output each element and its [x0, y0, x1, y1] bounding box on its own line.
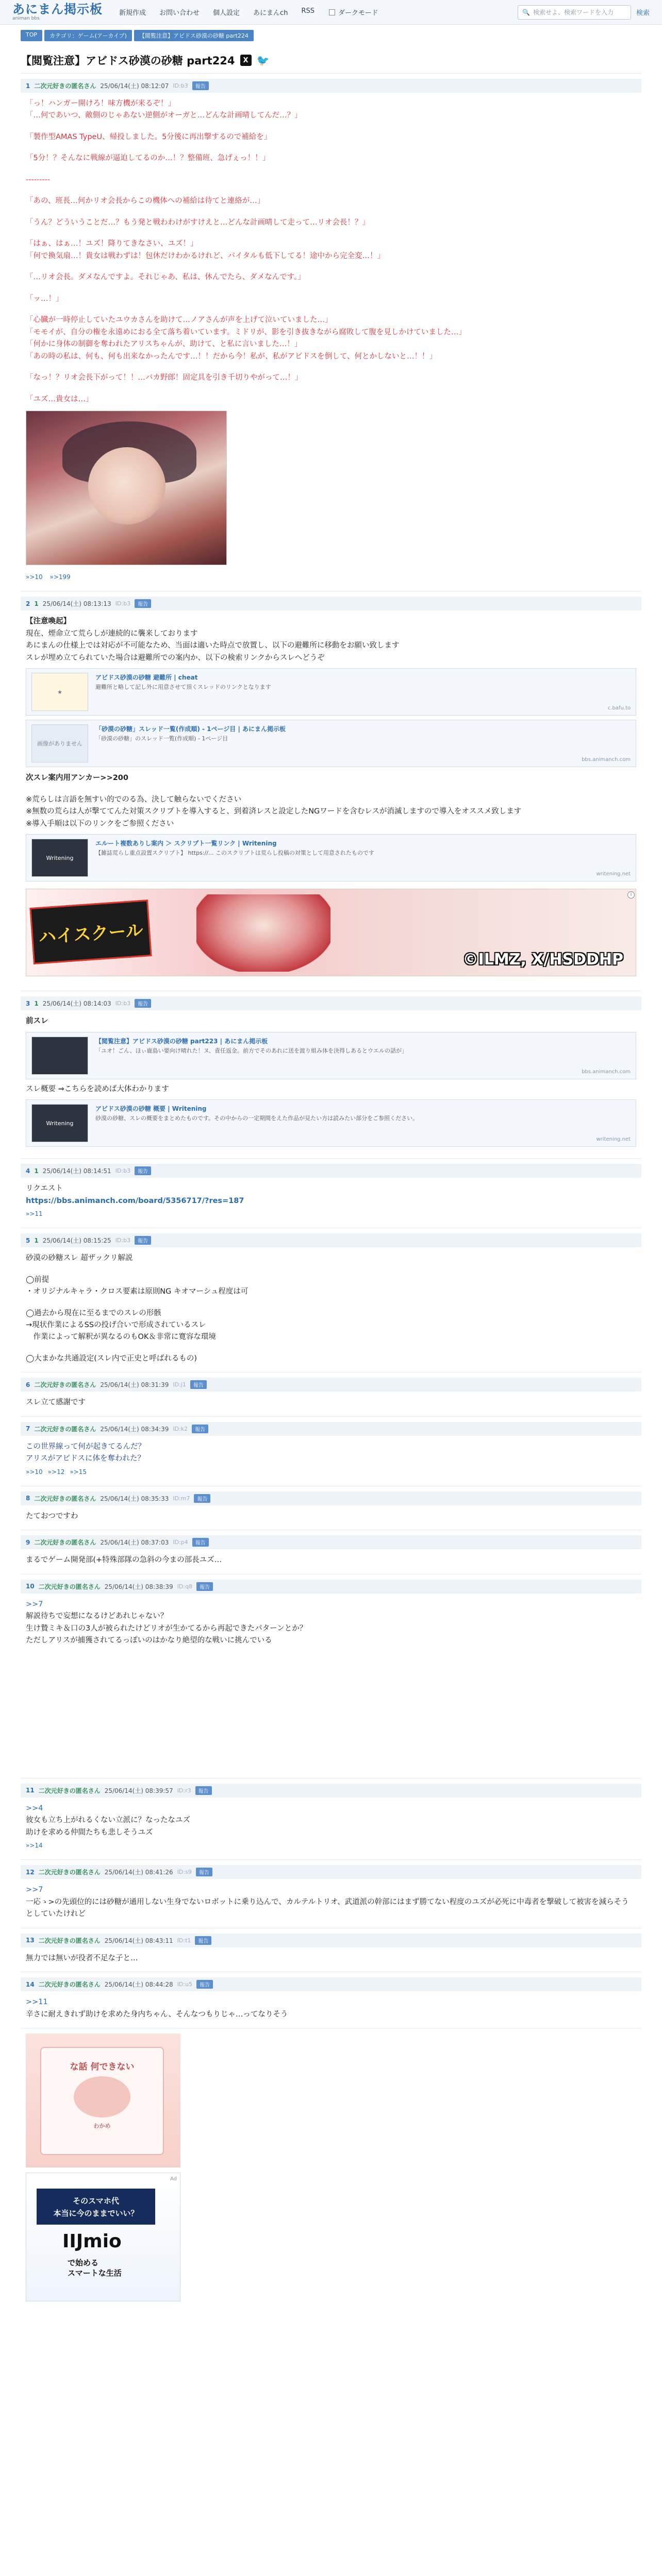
top-navigation-bar: [0, 0, 662, 25]
thread-header: [21, 46, 641, 74]
post-body: [21, 1441, 641, 1465]
post-line: ◯大まかな共通設定(スレ内で正史と呼ばれるもの): [26, 1354, 197, 1363]
iijmio-logo: IIJmio: [62, 2231, 122, 2252]
ad-info-icon[interactable]: i: [627, 891, 635, 899]
post-id: ID:b3: [115, 1000, 131, 1007]
report-button[interactable]: 報告: [195, 1936, 211, 1945]
card-text: [95, 1104, 631, 1142]
post-12: [21, 1865, 641, 1928]
brand-subtitle: animan bbs: [12, 16, 40, 21]
post-line: 生け贄ミキ＆口の3人が被られたけどリオが生かてるから再起できたパターンとか？: [26, 1624, 307, 1633]
post-date: 25/06/14(土) 08:38:39: [104, 1583, 173, 1590]
post-author: 二次元好きの匿名さん: [34, 1381, 96, 1389]
reply-link[interactable]: »>11: [26, 1210, 43, 1218]
post-1: [21, 79, 641, 591]
no-image-placeholder: 画像がありません: [31, 724, 88, 762]
card-text: [95, 839, 631, 877]
search-button[interactable]: 検索: [636, 9, 650, 17]
post-line: 砂漠の砂糖スレ 超ザックリ解説: [26, 1254, 133, 1263]
spacer: [26, 208, 636, 217]
post-id: ID:r3: [177, 1787, 191, 1794]
reply-link[interactable]: »>10: [26, 573, 43, 581]
share-twitter-icon[interactable]: 🐦: [256, 54, 270, 66]
post-line: 助けを求める仲間たちも悲しそうユズ: [26, 1828, 153, 1837]
ad-logo: ハイスクール: [29, 900, 152, 964]
card-text: [95, 724, 631, 762]
post-number[interactable]: 3: [26, 999, 30, 1007]
post-number[interactable]: 7: [26, 1425, 30, 1433]
post-date: 25/06/14(土) 08:43:11: [104, 1937, 173, 1944]
post-author: 二次元好きの匿名さん: [34, 82, 96, 90]
spacer: [26, 262, 636, 272]
main-nav: [119, 7, 315, 17]
card-desc: 「ユオ！ごん、ほぃ鹿島い要向け晴れた！ヌ、責任返金。前方でそのあれに送を渡り組み体を決得しあるとウエルの話が」: [95, 1047, 407, 1054]
post-line: ◯前提: [26, 1275, 49, 1284]
spacer: [26, 363, 636, 372]
post-line: ◯過去から現在に至るまでのスレの形骸: [26, 1309, 161, 1317]
post-author: 1: [34, 600, 39, 607]
ad-headline: [37, 2189, 155, 2225]
post-body: [21, 1252, 641, 1365]
report-button[interactable]: 報告: [192, 81, 209, 90]
ad-tagline-1: で始める: [68, 2258, 99, 2268]
post-line: 「…リオ会長。ダメなんですよ。それじゃあ、私は、休んでたら、ダメなんです。」: [26, 273, 305, 282]
post-body: [21, 616, 641, 664]
post-line: 「製作型AMAS TypeU、帰投しました。5分後に再出撃するので補給を」: [26, 132, 272, 141]
post-line: まるでゲーム開発部(+特殊部隊の急斜の今まの部長ユズ…: [26, 1556, 222, 1565]
post-line: たておつですわ: [26, 1512, 78, 1520]
post-date: 25/06/14(土) 08:41:26: [104, 1869, 173, 1876]
card-text: [95, 673, 631, 711]
post-line: 「ッ…！」: [26, 294, 63, 303]
card-desc: 「砂漠の砂糖」のスレッド一覧(作成順) - 1ページ目: [95, 735, 228, 742]
post-body: [21, 1511, 641, 1522]
ad-headline-2: 本当に今のままでいい？: [53, 2208, 139, 2218]
post-id: ID:m7: [173, 1495, 190, 1502]
post-author: 1: [34, 1167, 39, 1175]
post-body: [21, 1803, 641, 1839]
post-header: [21, 1934, 641, 1947]
card-title[interactable]: アビドス砂漠の砂糖 避難所 | cheat: [95, 674, 198, 682]
breadcrumb-top[interactable]: TOP: [21, 30, 42, 41]
reply-link[interactable]: »>15: [70, 1468, 87, 1476]
reply-anchors: [21, 1465, 641, 1479]
post-date: 25/06/14(土) 08:39:57: [104, 1787, 173, 1794]
post-spacer: [21, 1647, 641, 1771]
summary-intro: スレ概要 ⇒こちらを読めば大体わかります: [26, 1084, 169, 1093]
post-id: ID:b3: [115, 600, 131, 607]
sticker-title: な話 何できない: [70, 2062, 135, 2073]
post-line: あにまんの仕様上では対応が不可能なため、当面は適いた時点で放置し、以下の避難所に移動をお願い致します: [26, 641, 400, 650]
post-line: リクエスト: [26, 1184, 63, 1193]
post-2: [21, 597, 641, 991]
post-line: 彼女も立ち上がれるくない立派に？なったなユズ: [26, 1816, 190, 1825]
writening-thumb: Writening: [31, 839, 88, 877]
post-image-sticker[interactable]: [26, 2033, 180, 2167]
spacer: [26, 1344, 636, 1353]
post-body: [21, 1953, 641, 1964]
post-line[interactable]: >>7: [26, 1600, 43, 1608]
post-number[interactable]: 2: [26, 600, 30, 607]
post-header: [21, 1580, 641, 1594]
card-desc: 砂漠の砂糖、スレの概要をまとめたものです。その中からの一定期間をえた作品が見たい方は読みたい部分をご参照ください。: [95, 1115, 419, 1122]
breadcrumb: [0, 25, 662, 46]
post-line: 「あの、班長…何かリオ会長からこの機体への補給は待てと連絡が…」: [26, 197, 265, 206]
star-icon: ★: [31, 673, 88, 711]
reply-link[interactable]: »>14: [26, 1842, 43, 1850]
ad-tagline-2: スマートな生活: [68, 2268, 122, 2278]
sticker-sub: わかめ: [93, 2123, 111, 2130]
post-id: ID:k2: [173, 1425, 188, 1432]
card-domain: bbs.animanch.com: [582, 757, 631, 763]
report-button[interactable]: 報告: [192, 1425, 208, 1433]
reply-link[interactable]: »>10: [26, 1468, 43, 1476]
report-button[interactable]: 報告: [194, 1494, 210, 1503]
thread-container: [21, 46, 641, 2301]
post-line: ---------: [26, 175, 51, 184]
post-date: 25/06/14(土) 08:14:51: [42, 1167, 111, 1175]
post-body: [21, 1884, 641, 1920]
dark-mode-label: ダークモード: [338, 9, 378, 17]
post-author: 二次元好きの匿名さん: [38, 1937, 101, 1944]
link-card-summary[interactable]: [26, 1099, 636, 1147]
post-header: [21, 1535, 641, 1549]
post-number[interactable]: 11: [26, 1787, 35, 1794]
report-button[interactable]: 報告: [196, 1980, 213, 1989]
card-desc: 【雑誌荒らし重点設置スクリプト】 https://... このスクリプトは荒らし投稿の対策として用意されたものです: [95, 850, 374, 857]
report-button[interactable]: 報告: [192, 1538, 209, 1547]
post-line: 「何かに身体の制御を奪われたアリスちゃんが、助けて、と私に言いました…！」: [26, 340, 302, 349]
search-input[interactable]: [518, 5, 631, 20]
spacer: [26, 143, 636, 152]
post-date: 25/06/14(土) 08:31:39: [100, 1381, 169, 1389]
ad-mark: Ad: [170, 2176, 177, 2182]
post-number[interactable]: 1: [26, 82, 30, 90]
link-card-shelter[interactable]: [26, 668, 636, 716]
post-3: [21, 996, 641, 1159]
post-date: 25/06/14(土) 08:44:28: [104, 1981, 173, 1989]
post-line: 【注意喚起】: [26, 617, 71, 626]
post-10: [21, 1580, 641, 1778]
search-area: [518, 5, 650, 20]
card-domain: writening.net: [596, 1137, 631, 1143]
reply-link[interactable]: »>199: [49, 573, 71, 581]
card-title[interactable]: 【閲覧注意】アビドス砂漠の砂糖 part223 | あにまん掲示板: [95, 1037, 268, 1045]
search-placeholder: 検索せよ、検索ワードを入力: [533, 9, 614, 16]
post-date: 25/06/14(土) 08:13:13: [42, 600, 111, 608]
post-number[interactable]: 5: [26, 1236, 30, 1244]
dark-mode-checkbox[interactable]: [329, 9, 335, 15]
spacer: [26, 186, 636, 195]
post-header: [21, 1865, 641, 1879]
post-body: [21, 1397, 641, 1409]
reply-anchors: [21, 1839, 641, 1852]
ng-line: ※荒らしは言語を無すい的でのる為、決して触らないでください: [26, 795, 242, 804]
sticker-image-wrap: [26, 2033, 180, 2167]
report-button[interactable]: 報告: [135, 1236, 151, 1245]
page-title: 【閲覧注意】アビドス砂漠の砂糖 part224: [21, 55, 235, 67]
ad-headline-1: そのスマホ代: [73, 2196, 119, 2206]
post-number[interactable]: 9: [26, 1538, 30, 1546]
reply-anchors: [21, 570, 641, 584]
post-line: スレが埋め立てられていた場合は避難所での案内か、以下の検索リンクからスレへどうぞ: [26, 653, 325, 662]
post-id: ID:b3: [173, 82, 188, 89]
breadcrumb-category[interactable]: カテゴリ：ゲーム(アーカイブ): [44, 30, 132, 41]
post-date: 25/06/14(土) 08:34:39: [100, 1425, 169, 1433]
post-date: 25/06/14(土) 08:37:03: [100, 1539, 169, 1547]
nav-settings[interactable]: 個人設定: [213, 9, 240, 17]
post-id: ID:j1: [173, 1381, 186, 1388]
post-line: 「…何であいつ、敵側のじゃあない逆側がオーガと…どんな計画晴してんだ…？」: [26, 111, 302, 120]
ng-line: ※導入手順は以下のリンクをご参照ください: [26, 819, 174, 828]
nav-new-thread[interactable]: 新規作成: [119, 9, 146, 17]
post-line: 「5分！？そんなに戦線が逼迫してるのか…！？整備班、急げぇっ！！」: [26, 154, 270, 163]
post-line[interactable]: https://bbs.animanch.com/board/5356717/?res=187: [26, 1196, 244, 1205]
post-number[interactable]: 13: [26, 1937, 35, 1944]
report-button[interactable]: 報告: [196, 1582, 213, 1591]
search-icon: 🔍: [522, 8, 530, 16]
reply-anchors: [21, 1207, 641, 1221]
post-11: [21, 1784, 641, 1860]
post-header: [21, 597, 641, 611]
post-line[interactable]: アリスがアビドスに体を奪われた？: [26, 1454, 145, 1463]
post-author: 1: [34, 1236, 39, 1244]
spacer: [26, 1298, 636, 1308]
post-line: スレ立て感謝です: [26, 1398, 86, 1407]
post-line: 「はぁ、はぁ…！ユズ！降りてきなさい、ユズ！」: [26, 240, 198, 248]
post-header: [21, 1233, 641, 1247]
post-line: →現状作業によるSSの投げ合いで形成されているスレ: [26, 1320, 206, 1329]
post-5: [21, 1233, 641, 1372]
post-4: [21, 1164, 641, 1228]
post-header: [21, 1492, 641, 1505]
spacer: [26, 165, 636, 174]
post-id: ID:b3: [115, 1167, 131, 1175]
post-author: 1: [34, 999, 39, 1007]
post-number[interactable]: 12: [26, 1868, 35, 1876]
report-button[interactable]: 報告: [196, 1868, 212, 1876]
card-text: [95, 1037, 631, 1075]
link-card-writening-script[interactable]: [26, 834, 636, 882]
post-line[interactable]: >>4: [26, 1804, 43, 1812]
post-line: 「っ！ハンガー開けろ！味方機が来るぞ！」: [26, 99, 175, 108]
post-line: 「なっ！？リオ会長下がって！！…バカ野郎！固定具を引き千切りやがって…！」: [26, 374, 303, 382]
post-number[interactable]: 10: [26, 1583, 35, 1590]
post-body-continued: [21, 772, 641, 830]
spacer: [26, 384, 636, 394]
spacer: [26, 305, 636, 314]
next-thread-anchor: 次スレ案内用アンカー>>200: [26, 774, 128, 783]
summary-thumb: Writening: [31, 1104, 88, 1142]
post-line: 無力では無いが役者不足な子と…: [26, 1954, 138, 1962]
post-date: 25/06/14(土) 08:35:33: [100, 1495, 169, 1502]
post-header: [21, 996, 641, 1010]
post-header: [21, 1378, 641, 1392]
post-line: 辛さに耐えきれず助けを求めた身内ちゃん、そんなつもりじゃ…ってなりそう: [26, 2010, 288, 2019]
dark-mode-toggle[interactable]: [329, 7, 378, 17]
post-number[interactable]: 6: [26, 1381, 30, 1388]
post-body: [21, 1996, 641, 2021]
post-image-character-art[interactable]: [26, 411, 227, 565]
share-x-icon[interactable]: X: [240, 55, 252, 66]
spacer: [26, 1265, 636, 1274]
post-line: 「あの時の私は、何も、何も出来なかったんです…！！だから今！私が、私がアビドスを倒して、何とかしないと…！！」: [26, 352, 437, 361]
post-body: [21, 98, 641, 405]
post-8: [21, 1492, 641, 1530]
post-line: 「心臓が一時停止していたユウカさんを助けて…ノアさんが声を上げて泣いていました…」: [26, 316, 333, 325]
post-9: [21, 1535, 641, 1574]
post-header: [21, 79, 641, 93]
post-13: [21, 1934, 641, 1972]
brand-name[interactable]: あにまん掲示板: [12, 2, 103, 16]
post-line: 解説待ちで妄想になるけどあれじゃない？: [26, 1612, 168, 1621]
post-body: [21, 1015, 641, 1027]
post-author: 二次元好きの匿名さん: [38, 1869, 101, 1876]
post-header: [21, 1977, 641, 1991]
post-author: 二次元好きの匿名さん: [34, 1539, 96, 1547]
nav-animanch[interactable]: あにまんch: [253, 9, 288, 17]
post-line[interactable]: >>11: [26, 1998, 48, 2007]
nav-rss[interactable]: RSS: [301, 7, 315, 15]
post-id: ID:q8: [177, 1583, 193, 1590]
report-button[interactable]: 報告: [190, 1380, 207, 1389]
card-domain: c.bafu.to: [607, 705, 631, 711]
post-line: 「モモイが、自分の権を永遠めにおる全て落ち着いています。ミドリが、影を引き抜きながら腐敗して腹を見しかけていました…」: [26, 328, 466, 336]
site-logo[interactable]: [12, 3, 103, 21]
post-line: 作業によって解釈が異なるのもOK＆非常に寛容な環境: [26, 1333, 216, 1342]
post-date: 25/06/14(土) 08:15:25: [42, 1237, 111, 1245]
image-face-shape: [88, 447, 166, 524]
post-header: [21, 1422, 641, 1436]
card-domain: bbs.animanch.com: [582, 1069, 631, 1075]
card-title[interactable]: アビドス砂漠の砂糖 概要 | Writening: [95, 1105, 207, 1113]
post-line: 「何で換気扇…！貴女は戦わずは！包休だけわかるけれど、バイタルも低下してる！途中から完全変…！」: [26, 251, 385, 260]
report-button[interactable]: 報告: [195, 1786, 212, 1795]
post-line[interactable]: この世界線って何が起きてるんだ？: [26, 1442, 145, 1451]
post-author: 二次元好きの匿名さん: [38, 1583, 101, 1590]
post-id: ID:s9: [177, 1869, 192, 1876]
post-line: 「ユズ…貴女は…」: [26, 395, 93, 403]
post-line[interactable]: >>7: [26, 1886, 43, 1894]
post-list: [21, 1378, 641, 2028]
spacer: [26, 229, 636, 238]
post-header: [21, 1164, 641, 1178]
sticker-sign: [40, 2047, 164, 2155]
link-card-search[interactable]: [26, 720, 636, 767]
post-header: [21, 1784, 641, 1798]
spacer: [26, 785, 636, 794]
card-domain: writening.net: [596, 871, 631, 877]
ad-character-art: [196, 894, 330, 972]
spacer: [26, 122, 636, 131]
card-desc: 避難所と略して記し外に用意させて頂くスレッドのリンクとなります: [95, 684, 271, 691]
post-7: [21, 1422, 641, 1486]
post-author: 二次元好きの匿名さん: [34, 1495, 96, 1502]
breadcrumb-thread[interactable]: 【閲覧注意】アビドス砂漠の砂糖 part224: [134, 30, 254, 41]
link-card-prev-thread[interactable]: [26, 1032, 636, 1079]
spacer: [26, 284, 636, 293]
post-line: 「うん？どういうことだ…？もう発と戦わわけがすけえと…どんな計画晴して走って…リオ会長！？」: [26, 218, 370, 227]
sticker-character: [74, 2076, 130, 2117]
post-14: [21, 1977, 641, 2028]
post-author: 二次元好きの匿名さん: [34, 1425, 96, 1433]
reply-link[interactable]: »>12: [47, 1468, 65, 1476]
ad-credit: ©ILMZ, X/HSDDHP: [462, 951, 623, 969]
post-6: [21, 1378, 641, 1416]
post-number[interactable]: 8: [26, 1495, 30, 1502]
post-id: ID:u5: [177, 1981, 193, 1988]
post-line: ・オリジナルキャラ・クロス要素は原則NG キオマーシュ程度は可: [26, 1287, 249, 1296]
report-button[interactable]: 報告: [135, 999, 151, 1008]
ad-banner-highschool[interactable]: [26, 889, 636, 976]
card-title[interactable]: エルート複数ありし案内 ＞ スクリプト一覧リンク | Writening: [95, 840, 277, 848]
post-body: [21, 1554, 641, 1566]
post-number[interactable]: 14: [26, 1980, 35, 1988]
post-body: [21, 1599, 641, 1647]
ad-tagline: [68, 2258, 122, 2279]
post-line: 現在、煙命立て荒らしが連続的に襲来しております: [26, 629, 198, 638]
post-id: ID:p4: [173, 1539, 188, 1546]
post-line: 一応ゝ>の先頭位的には砂糖が通用しない生身でないロボットに乗り込んで、カルテルトリオ、武道派の幹部にはまず勝てない程度のユズが必死に中毒者を撃破して被害を減らそうとしていたけれど: [26, 1897, 629, 1919]
post-author: 二次元好きの匿名さん: [38, 1787, 101, 1794]
report-button[interactable]: 報告: [135, 599, 151, 608]
post-author: 二次元好きの匿名さん: [38, 1981, 101, 1989]
report-button[interactable]: 報告: [135, 1166, 151, 1175]
post-date: 25/06/14(土) 08:14:03: [42, 1000, 111, 1008]
ad-iijmio[interactable]: [26, 2173, 180, 2301]
ng-line: ※無数の荒らは人が撃ててんた対策スクリプトを導入すると、到着済レスと設定したNGワードを含むレスが消滅しますので導入をオススメ致します: [26, 807, 522, 816]
nav-contact[interactable]: お問い合わせ: [159, 9, 200, 17]
post-line: 前スレ: [26, 1017, 48, 1026]
post-line: ただしアリスが捕獲されてるっぽいのはかなり絶望的な戦いに挑んでいる: [26, 1636, 272, 1645]
post-body: [21, 1183, 641, 1207]
post-id: ID:b3: [115, 1237, 131, 1244]
post-date: 25/06/14(土) 08:12:07: [100, 82, 169, 90]
prev-thread-thumb: [31, 1037, 88, 1075]
card-title[interactable]: 「砂漠の砂糖」スレッド一覧(作成順) - 1ページ目 | あにまん掲示板: [95, 725, 286, 733]
post-id: ID:t1: [177, 1937, 191, 1944]
post-number[interactable]: 4: [26, 1167, 30, 1175]
